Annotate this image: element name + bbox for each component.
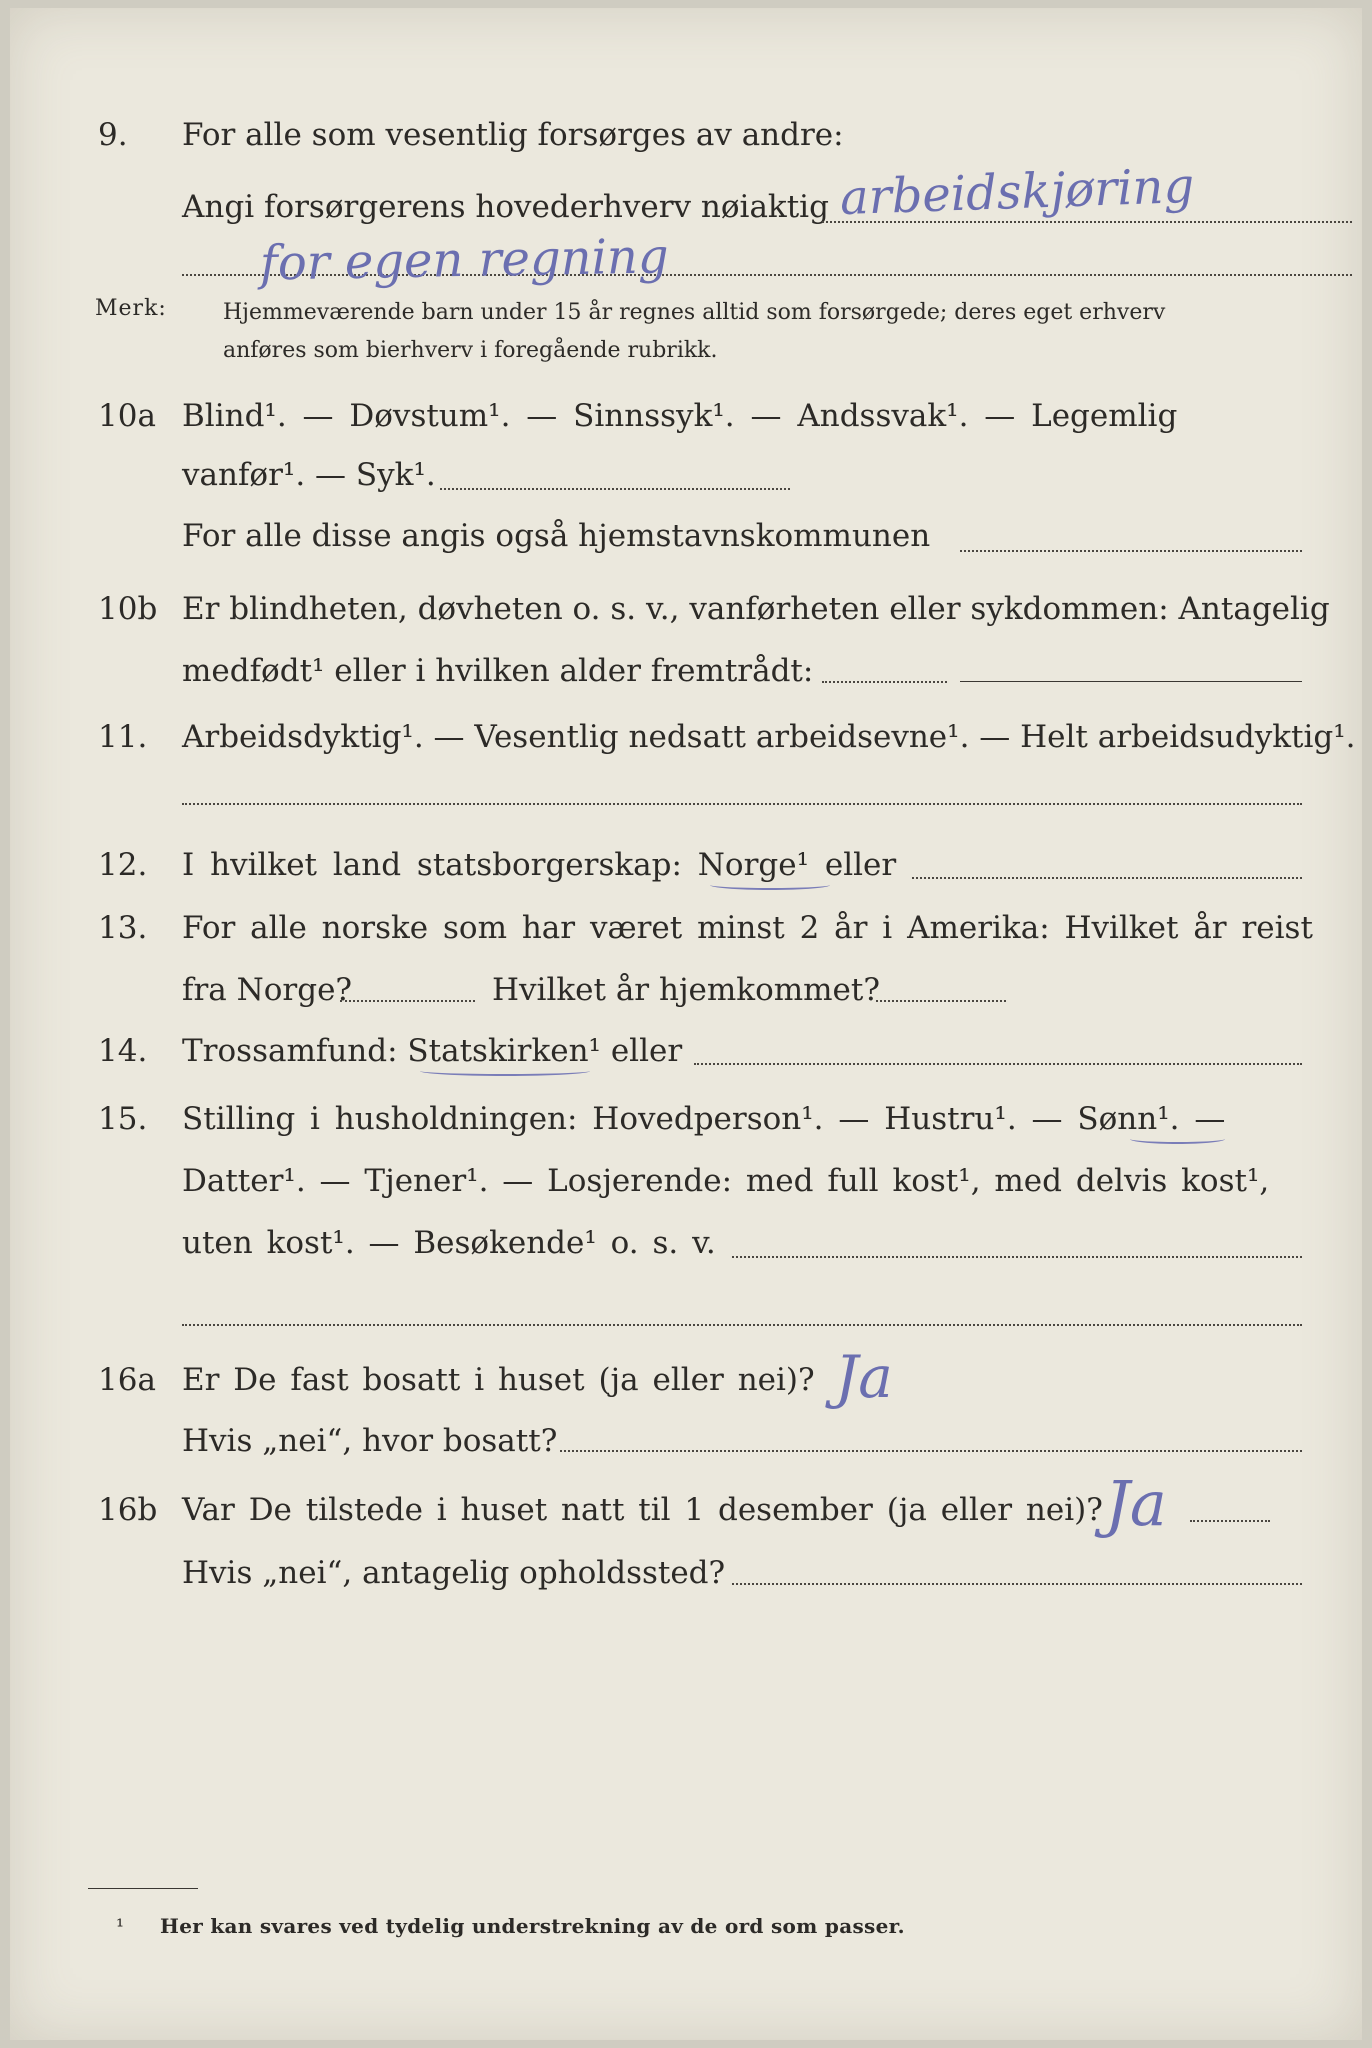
q16b-answer-dots: [1190, 1520, 1270, 1522]
q9-number: 9.: [98, 117, 128, 153]
q16a-answer-line: [560, 1450, 1302, 1452]
q12-answer-line: [912, 877, 1302, 879]
q13-number: 13.: [98, 910, 148, 946]
q10a-line3: For alle disse angis også hjemstavnskommunen: [182, 518, 931, 554]
q10b-number: 10b: [98, 591, 158, 627]
q16b-answer-line: [732, 1583, 1302, 1585]
q15-line1: Stilling i husholdningen: Hovedperson¹. — Hustru¹. — Sønn¹. —: [182, 1101, 1226, 1137]
q13-line2b: Hvilket år hjemkommet?: [492, 972, 880, 1008]
q10b-line1: Er blindheten, døvheten o. s. v., vanførheten eller sykdommen: Antagelig: [182, 591, 1330, 627]
footnote-mark: ¹: [116, 1914, 125, 1938]
q16a-line2: Hvis „nei“, hvor bosatt?: [182, 1423, 558, 1459]
q14-answer-line: [694, 1063, 1302, 1065]
footnote-text: Her kan svares ved tydelig understrekning av de ord som passer.: [160, 1914, 905, 1938]
q10a-sick-line: [440, 488, 790, 490]
q16b-line2: Hvis „nei“, antagelig opholdssted?: [182, 1555, 726, 1591]
q12-line1: I hvilket land statsborgerskap: Norge¹ eller: [182, 847, 897, 883]
q15-answer-line1: [732, 1256, 1302, 1258]
q9-handwritten-continuation: for egen regning: [259, 228, 670, 292]
q14-line1: Trossamfund: Statskirken¹ eller: [182, 1033, 683, 1069]
q13-line2a: fra Norge?: [182, 972, 353, 1008]
q12-number: 12.: [98, 847, 148, 883]
q9-line2: Angi forsørgerens hovederhverv nøiaktig: [182, 189, 829, 225]
q10b-answer-line: [960, 681, 1302, 682]
q15-number: 15.: [98, 1101, 148, 1137]
q10b-answer-dots: [822, 681, 947, 683]
q9-line1: For alle som vesentlig forsørges av andre:: [182, 117, 844, 153]
q15-sonn-underline: [1130, 1134, 1225, 1144]
q16b-number: 16b: [98, 1492, 158, 1528]
census-form-page: [10, 8, 1362, 2040]
footnote-rule: [88, 1888, 198, 1889]
note-label: Merk:: [95, 296, 167, 321]
q15-line3: uten kost¹. — Besøkende¹ o. s. v.: [182, 1225, 716, 1261]
q11-answer-line: [182, 803, 1302, 805]
note-line2: anføres som bierhverv i foregående rubrikk.: [223, 338, 718, 363]
q10b-line2: medfødt¹ eller i hvilken alder fremtrådt:: [182, 653, 814, 689]
q10a-municipality-line: [960, 550, 1302, 552]
q15-answer-line2: [182, 1324, 1302, 1326]
q10a-number: 10a: [98, 398, 156, 434]
q14-number: 14.: [98, 1033, 148, 1069]
q16a-number: 16a: [98, 1362, 156, 1398]
q13-return-line: [876, 1000, 1006, 1002]
q16b-line1: Var De tilstede i huset natt til 1 desember (ja eller nei)?: [182, 1492, 1103, 1528]
q15-line2: Datter¹. — Tjener¹. — Losjerende: med full kost¹, med delvis kost¹,: [182, 1163, 1270, 1199]
q16a-line1: Er De fast bosatt i huset (ja eller nei)?: [182, 1362, 815, 1398]
q13-line1: For alle norske som har været minst 2 år i Amerika: Hvilket år reist: [182, 910, 1313, 946]
q11-line1: Arbeidsdyktig¹. — Vesentlig nedsatt arbeidsevne¹. — Helt arbeidsudyktig¹.: [182, 719, 1356, 755]
note-line1: Hjemmeværende barn under 15 år regnes alltid som forsørgede; deres eget erhverv: [223, 300, 1166, 325]
q10a-line1: Blind¹. — Døvstum¹. — Sinnssyk¹. — Andssvak¹. — Legemlig: [182, 398, 1178, 434]
q16a-handwritten-answer: Ja: [835, 1343, 893, 1411]
q9-handwritten-occupation: arbeidskjøring: [839, 157, 1196, 227]
q11-number: 11.: [98, 719, 148, 755]
q16b-handwritten-answer: Ja: [1105, 1467, 1167, 1540]
q12-norge-underline: [710, 880, 830, 890]
q13-departure-line: [340, 1000, 475, 1002]
q10a-line2: vanfør¹. — Syk¹.: [182, 457, 436, 493]
q14-statskirken-underline: [420, 1066, 590, 1076]
